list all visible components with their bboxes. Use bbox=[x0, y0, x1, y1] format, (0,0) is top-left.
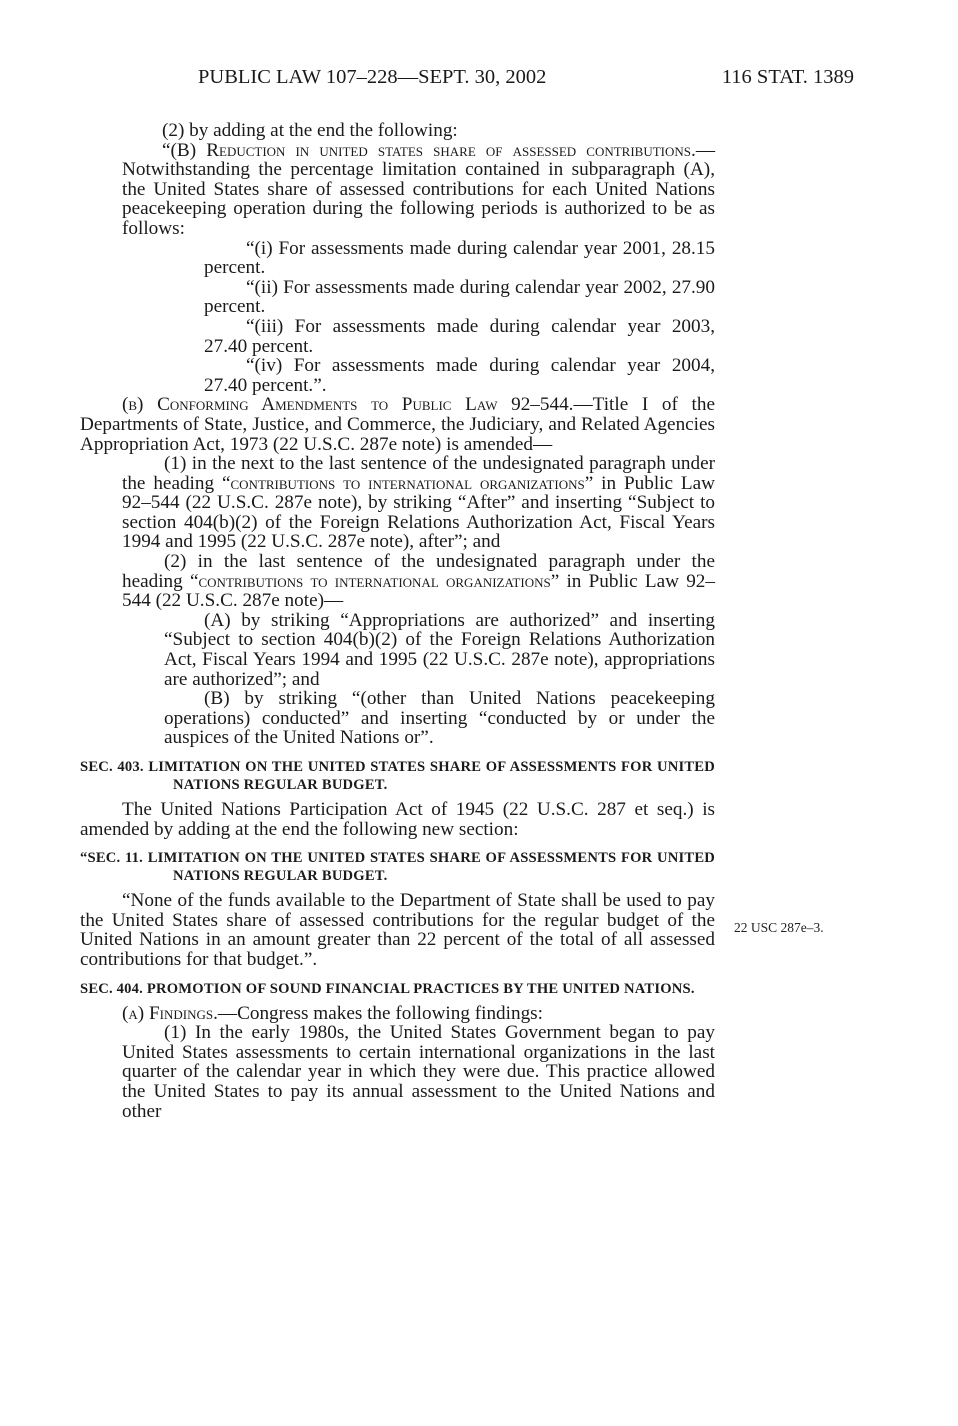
statute-page-number: 116 STAT. 1389 bbox=[721, 66, 854, 88]
section-403-text: The United Nations Participation Act of 1945 (22 U.S.C. 287 et seq.) is amended by adding at the end the following new section: bbox=[80, 799, 715, 840]
section-403-heading bbox=[80, 758, 715, 794]
usc-margin-note: 22 USC 287e–3. bbox=[734, 920, 824, 935]
clause-ii: “(ii) For assessments made during calendar year 2002, 27.90 percent. bbox=[204, 276, 715, 318]
paragraph-b1 bbox=[80, 454, 715, 552]
paragraph-b1-pre: (1) in the next to the last sentence of the undesignated paragraph under the heading “ bbox=[122, 453, 715, 494]
section-404-subsection-a bbox=[80, 1004, 715, 1024]
public-law-citation: PUBLIC LAW 107–228—SEPT. 30, 2002 bbox=[198, 66, 547, 88]
subparagraph-b2B: (B) by striking “(other than United Nations peacekeeping operations) conducted” and inserting “conducted by or under the auspices of the United Nations or”. bbox=[164, 688, 715, 749]
paragraph-b2-heading-ref: contributions to international organizations bbox=[198, 570, 551, 592]
subsection-b bbox=[80, 395, 715, 454]
clause-iii: “(iii) For assessments made during calendar year 2003, 27.40 percent. bbox=[204, 315, 715, 357]
section-404-heading bbox=[80, 980, 715, 998]
paragraph-b2-post: ” in Public Law 92–544 (22 U.S.C. 287e note)— bbox=[122, 570, 715, 612]
section-11-heading bbox=[80, 849, 715, 885]
findings-body: —Congress makes the following findings: bbox=[217, 1002, 543, 1024]
section-11-text: “None of the funds available to the Department of State shall be used to pay the United States share of assessed contributions for the regular budget of the United Nations in an amount greater than 22 percent of the total of all assessed contributions for that budget.”. bbox=[80, 890, 715, 970]
paragraph-a2: (2) by adding at the end the following: bbox=[162, 120, 458, 141]
section-403-number: SEC. 403. bbox=[80, 759, 144, 775]
subsection-b-body: —Title I of the Departments of State, Justice, and Commerce, the Judiciary, and Related Agencies Appropriation Act, 1973 (22 U.S.C. 287e note) is amended— bbox=[80, 394, 715, 455]
clause-i: “(i) For assessments made during calendar year 2001, 28.15 percent. bbox=[204, 237, 715, 279]
findings-heading: (a) Findings. bbox=[122, 1002, 218, 1024]
section-403-title: LIMITATION ON THE UNITED STATES SHARE OF ASSESSMENTS FOR UNITED NATIONS REGULAR BUDGET. bbox=[148, 759, 715, 793]
document-body bbox=[80, 121, 715, 1121]
paragraph-B bbox=[80, 141, 715, 239]
subsection-b-heading: (b) Conforming Amendments to Public Law 92–544. bbox=[122, 394, 574, 416]
paragraph-b2-pre: (2) in the last sentence of the undesignated paragraph under the heading “ bbox=[122, 551, 715, 592]
subparagraph-b2A: (A) by striking “Appropriations are authorized” and inserting “Subject to section 404(b)(2) of the Foreign Relations Authorization Act, Fiscal Years 1994 and 1995 (22 U.S.C. 287e note), appropriations are authorized”; and bbox=[164, 609, 715, 690]
paragraph-B-body: —Notwithstanding the percentage limitation contained in subparagraph (A), the United States share of assessed contributions for each United Nations peacekeeping operation during the following periods is authorized to be as follows: bbox=[122, 139, 715, 239]
paragraph-B-heading: “(B) Reduction in united states share of assessed contributions. bbox=[162, 139, 696, 161]
section-11-number: “SEC. 11. bbox=[80, 850, 144, 867]
paragraph-b2 bbox=[80, 552, 715, 611]
paragraph-b1-post: ” in Public Law 92–544 (22 U.S.C. 287e note), by striking “After” and inserting “Subject to section 404(b)(2) of the Foreign Relations Authorization Act, Fiscal Years 1994 and 1995 (22 U.S.C. 287e note), after”; and bbox=[122, 472, 715, 553]
page-header bbox=[198, 64, 854, 90]
section-11-title: LIMITATION ON THE UNITED STATES SHARE OF ASSESSMENTS FOR UNITED NATIONS REGULAR BUDGET. bbox=[147, 850, 715, 885]
section-404-number: SEC. 404. bbox=[80, 980, 144, 997]
section-404-title: PROMOTION OF SOUND FINANCIAL PRACTICES BY THE UNITED NATIONS. bbox=[146, 980, 695, 997]
paragraph-b1-heading-ref: contributions to international organizations bbox=[230, 472, 585, 494]
finding-1: (1) In the early 1980s, the United States Government began to pay United States assessments to certain international organizations in the last quarter of the calendar year in which they were due. This practice allowed the United States to pay its annual assessment to the United Nations and other bbox=[122, 1022, 715, 1122]
clause-iv: “(iv) For assessments made during calendar year 2004, 27.40 percent.”. bbox=[204, 355, 715, 396]
